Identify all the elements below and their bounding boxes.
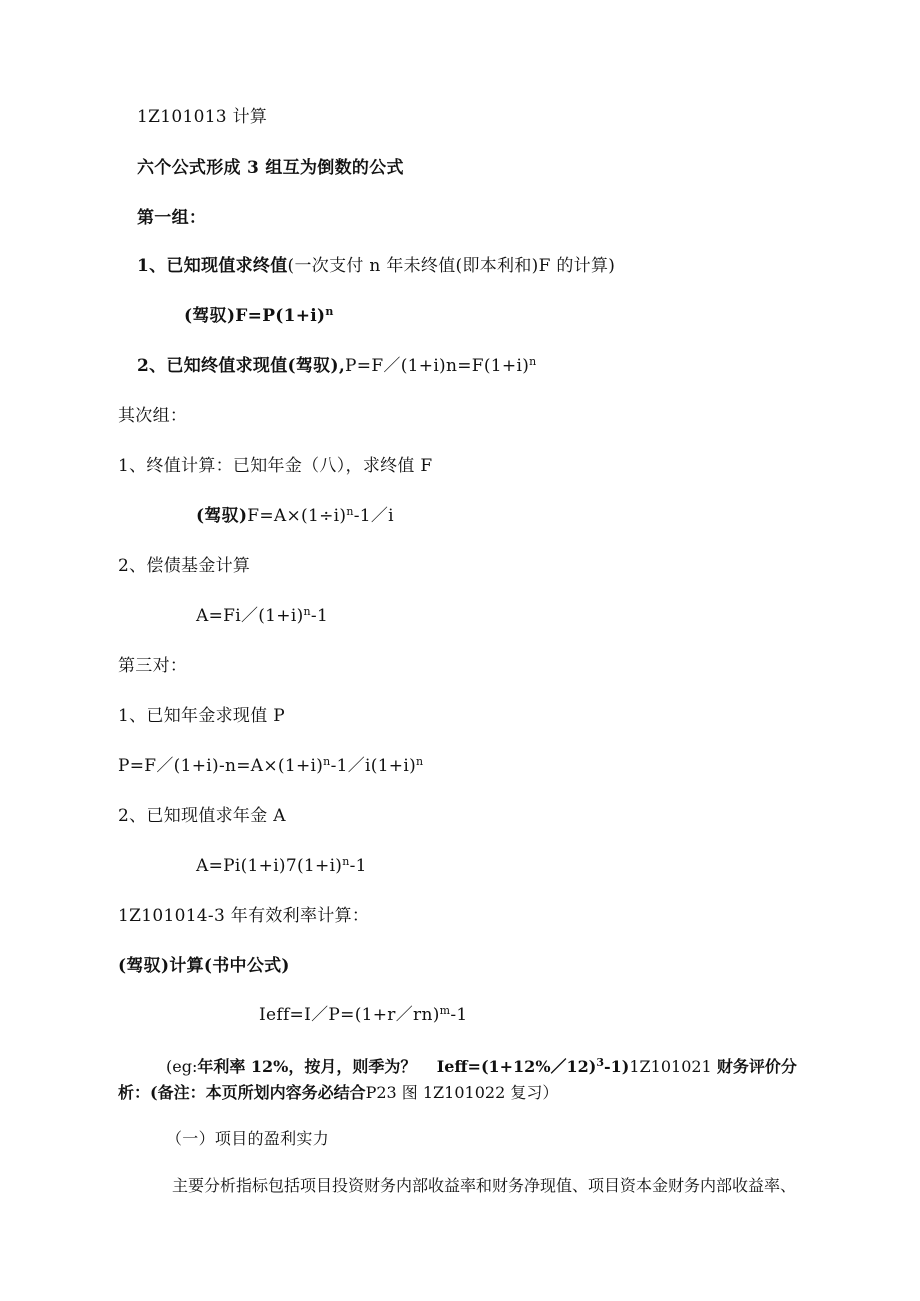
- formula-4-text-b: -1: [310, 606, 329, 626]
- formula-3-label: (驾驭): [196, 506, 248, 526]
- heading-1z101013: [137, 106, 267, 128]
- heading-1z101021: 1Z101021: [629, 1057, 712, 1076]
- formula-1-label: 1、已知现值求终值: [137, 256, 288, 276]
- formula-7: [259, 1004, 468, 1026]
- formula-1: [184, 305, 334, 327]
- formula-7-title: [118, 955, 290, 977]
- formula-3-tail: -1／i: [353, 506, 394, 526]
- example-exponent: 3: [596, 1056, 605, 1069]
- formula-1-desc: (一次支付 n 年未终值(即本利和)F 的计算): [287, 256, 616, 276]
- group-2-title: [118, 405, 187, 427]
- formula-3-text: 1、终值计算：已知年金（八），求终值 F: [118, 456, 433, 476]
- formula-2-text: P=F／(1+i)n=F(1+i): [345, 356, 530, 376]
- formula-3-title: [118, 455, 433, 477]
- heading-1z101014: [118, 905, 369, 927]
- formula-7-text-a: Ieff=I／P=(1+r／rn): [259, 1005, 440, 1025]
- formula-6-text: 2、已知现值求年金 A: [118, 806, 286, 826]
- formula-1-title: [137, 255, 615, 277]
- heading-1z101014-text: 1Z101014-3 年有效利率计算：: [118, 906, 370, 926]
- section-intro: [137, 157, 404, 179]
- body-paragraph: [172, 1175, 796, 1197]
- note-line: [118, 1082, 558, 1104]
- formula-6-title: [118, 805, 286, 827]
- formula-5-exponent-2: n: [416, 755, 424, 768]
- example-question: 年利率 12%，按月，则季为？: [197, 1057, 417, 1076]
- formula-6-exponent: n: [342, 855, 350, 868]
- formula-3-text: F=A×(1÷i): [247, 506, 347, 526]
- group-1-title: [137, 207, 206, 229]
- formula-5-exponent-1: n: [323, 755, 331, 768]
- group-3-title: [118, 655, 187, 677]
- formula-5-text: 1、已知年金求现值 P: [118, 706, 285, 726]
- formula-2: [137, 355, 537, 377]
- formula-6: [196, 855, 367, 877]
- group-1-text: 第一组：: [137, 208, 207, 228]
- formula-1-text: (驾驭)F=P(1+i): [184, 306, 326, 326]
- formula-1-exponent: n: [325, 305, 334, 318]
- formula-4: [196, 605, 328, 627]
- example-prefix: (eg:: [166, 1057, 198, 1076]
- formula-7-title-text: (驾驭)计算(书中公式): [118, 956, 290, 976]
- group-2-text: 其次组：: [118, 406, 188, 426]
- formula-4-text: 2、偿债基金计算: [118, 556, 251, 576]
- formula-5-text-b: -1／i(1+i): [330, 756, 417, 776]
- formula-5-text-a: P=F／(1+i)-n=A×(1+i): [118, 756, 324, 776]
- group-3-text: 第三对：: [118, 656, 188, 676]
- formula-6-text-b: -1: [349, 856, 367, 876]
- heading-1z101021-title: 财务评价分: [716, 1057, 797, 1076]
- heading-text: 1Z101013 计算: [137, 107, 268, 127]
- intro-text: 六个公式形成 3 组互为倒数的公式: [137, 158, 404, 178]
- formula-3: [196, 505, 394, 527]
- formula-4-exponent: n: [303, 605, 311, 618]
- example-formula: Ieff=(1+12%／12): [436, 1057, 597, 1076]
- formula-2-label: 2、已知终值求现值(驾驭),: [137, 356, 346, 376]
- formula-4-text-a: A=Fi／(1+i): [196, 606, 304, 626]
- subsection-title: [166, 1128, 329, 1150]
- formula-5-title: [118, 705, 285, 727]
- formula-3-exponent: n: [346, 505, 354, 518]
- formula-6-text-a: A=Pi(1+i)7(1+i): [196, 856, 343, 876]
- subsection-text: （一）项目的盈利实力: [166, 1129, 330, 1148]
- formula-7-exponent: m: [439, 1004, 451, 1017]
- example-line: [166, 1056, 797, 1078]
- formula-4-title: [118, 555, 250, 577]
- formula-7-text-b: -1: [450, 1005, 468, 1025]
- formula-2-exponent: n: [529, 355, 537, 368]
- formula-5: [118, 755, 423, 777]
- example-formula-tail: -1): [604, 1057, 630, 1076]
- body-text: 主要分析指标包括项目投资财务内部收益率和财务净现值、项目资本金财务内部收益率、: [172, 1176, 797, 1195]
- note-text: 析：(备注：本页所划内容务必结合: [118, 1083, 366, 1102]
- note-reference: P23 图 1Z101022 复习）: [365, 1083, 559, 1102]
